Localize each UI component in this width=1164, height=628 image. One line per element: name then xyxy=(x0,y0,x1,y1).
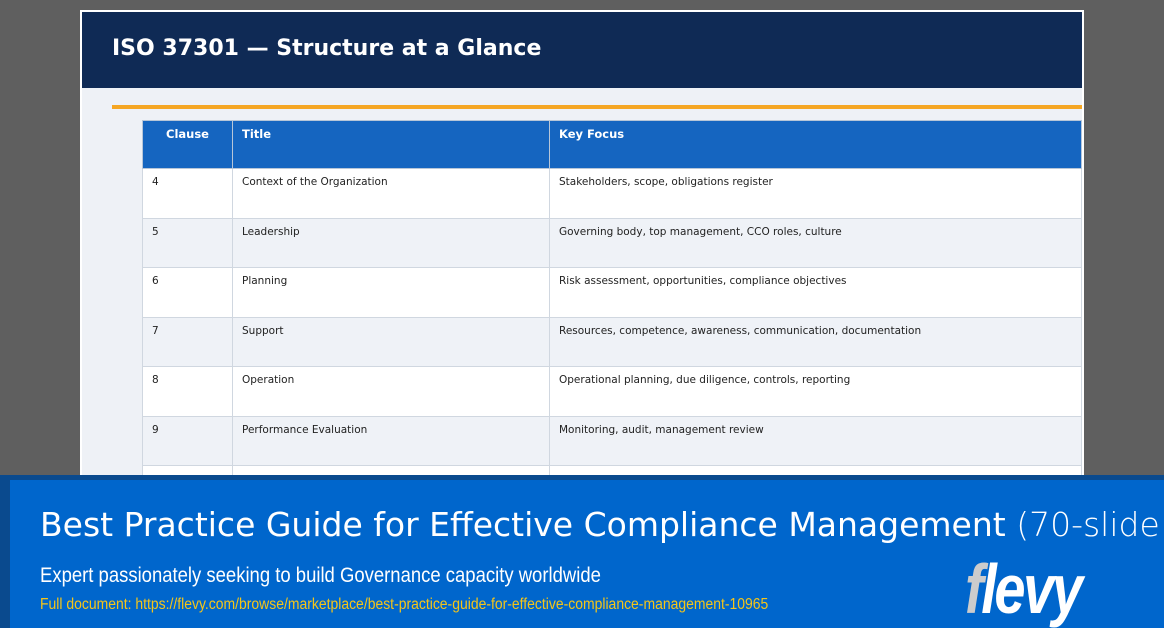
cell-key-focus: Operational planning, due diligence, controls, reporting xyxy=(550,367,1082,417)
document-link[interactable]: Full document: https://flevy.com/browse/marketplace/best-practice-guide-for-effective-compliance-management-10965 xyxy=(40,596,769,613)
clause-table xyxy=(142,120,1082,516)
flevy-logo: flevy xyxy=(965,550,1081,628)
slide-title: ISO 37301 — Structure at a Glance xyxy=(112,36,542,61)
cell-clause: 5 xyxy=(143,218,233,268)
cell-clause: 9 xyxy=(143,416,233,466)
cell-clause: 6 xyxy=(143,268,233,318)
header-clause: Clause xyxy=(143,121,233,169)
cell-clause: 4 xyxy=(143,169,233,219)
banner-title: Best Practice Guide for Effective Compliance Management (70-slide xyxy=(40,505,1160,544)
cell-key-focus: Monitoring, audit, management review xyxy=(550,416,1082,466)
cell-key-focus: Risk assessment, opportunities, compliance objectives xyxy=(550,268,1082,318)
cell-key-focus: Resources, competence, awareness, communication, documentation xyxy=(550,317,1082,367)
table-row xyxy=(143,367,1082,417)
cell-title: Planning xyxy=(233,268,550,318)
table-row xyxy=(143,268,1082,318)
cell-title: Support xyxy=(233,317,550,367)
slide-header xyxy=(82,12,1082,88)
cell-title: Context of the Organization xyxy=(233,169,550,219)
header-title: Title xyxy=(233,121,550,169)
table-row xyxy=(143,416,1082,466)
slide xyxy=(80,10,1084,490)
table-row xyxy=(143,317,1082,367)
accent-divider xyxy=(112,105,1082,109)
table-row xyxy=(143,169,1082,219)
cell-key-focus: Stakeholders, scope, obligations register xyxy=(550,169,1082,219)
promo-banner xyxy=(0,475,1164,628)
table-row xyxy=(143,218,1082,268)
cell-key-focus: Governing body, top management, CCO roles, culture xyxy=(550,218,1082,268)
banner-subtitle: Expert passionately seeking to build Governance capacity worldwide xyxy=(40,564,601,587)
cell-clause: 7 xyxy=(143,317,233,367)
cell-clause: 8 xyxy=(143,367,233,417)
cell-title: Leadership xyxy=(233,218,550,268)
cell-title: Performance Evaluation xyxy=(233,416,550,466)
cell-title: Operation xyxy=(233,367,550,417)
header-key-focus: Key Focus xyxy=(550,121,1082,169)
